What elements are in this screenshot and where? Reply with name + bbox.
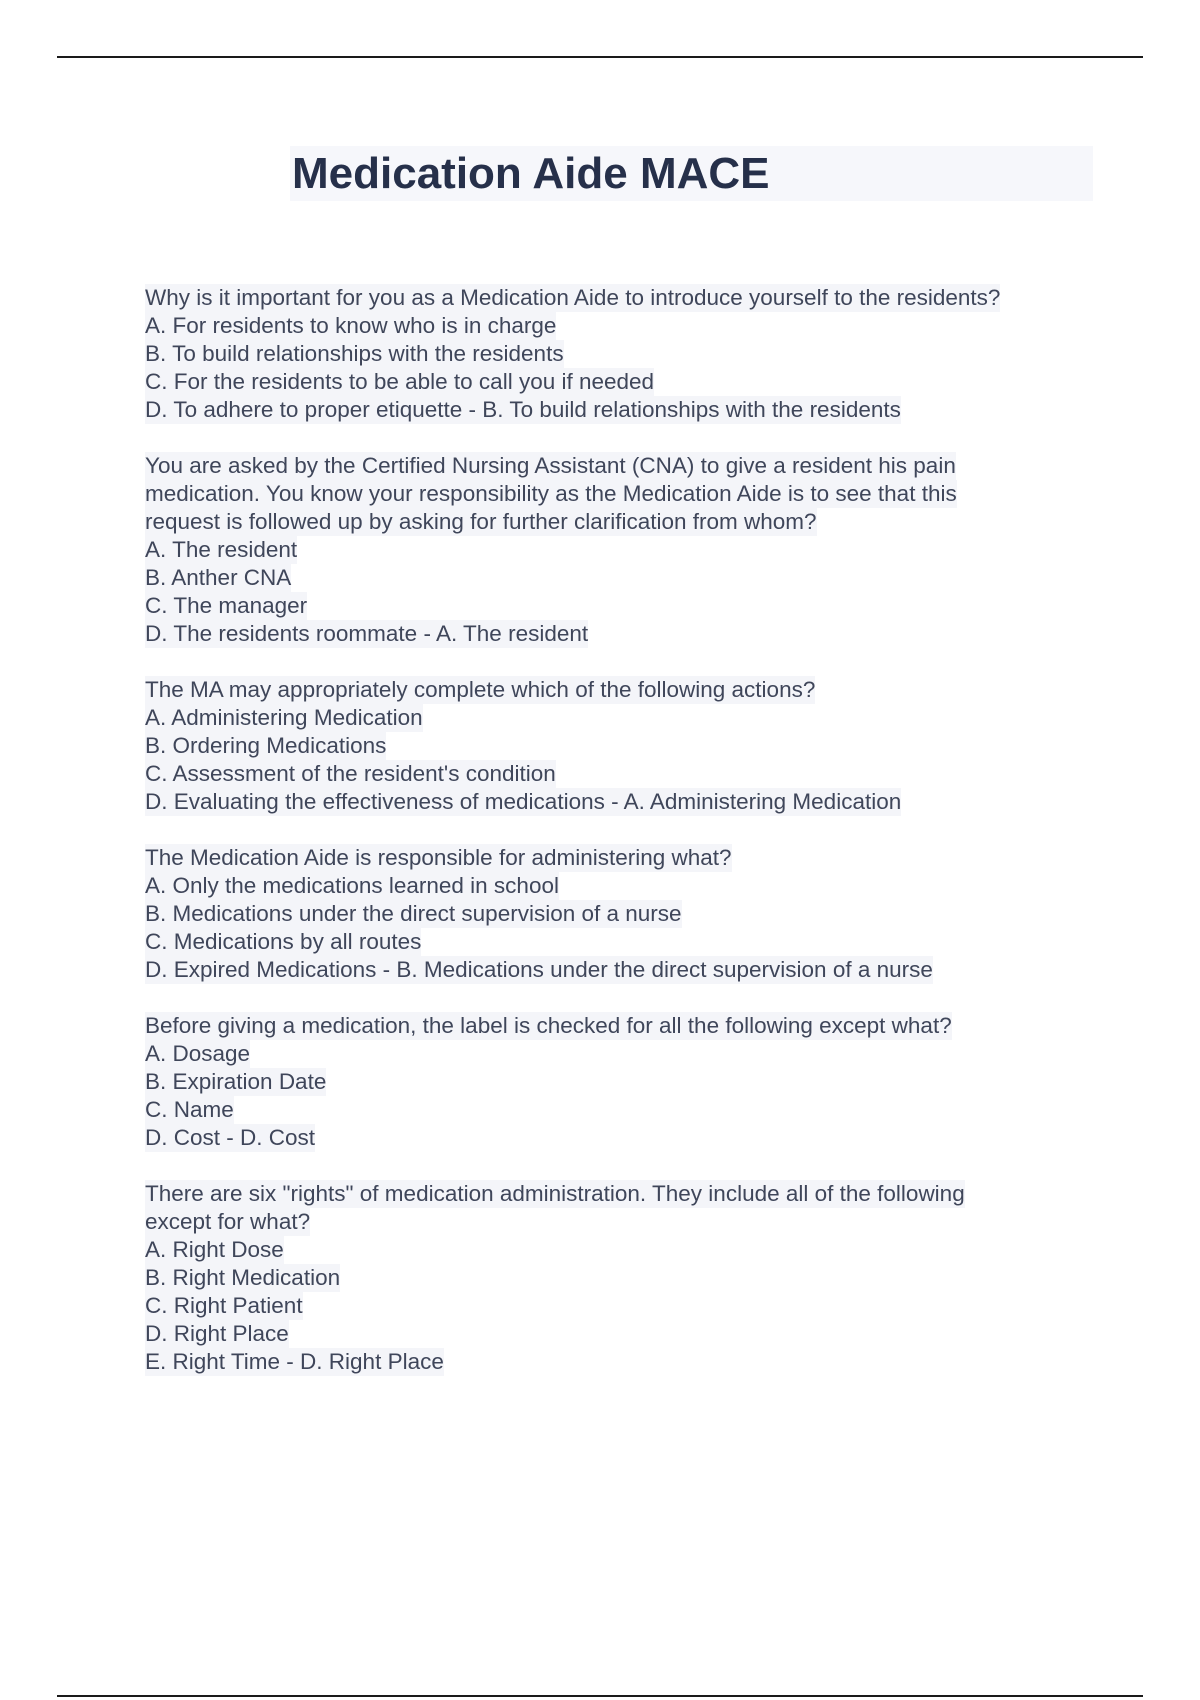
question-stem: There are six "rights" of medication administration. They include all of the following	[145, 1181, 965, 1206]
question-stem: The Medication Aide is responsible for administering what?	[145, 845, 732, 870]
answer-option: C. Assessment of the resident's condition	[145, 761, 556, 786]
answer-option: B. To build relationships with the residents	[145, 341, 564, 366]
answer-option: B. Anther CNA	[145, 565, 292, 590]
question-block	[145, 284, 1095, 424]
answer-option: A. For residents to know who is in charge	[145, 313, 557, 338]
answer-option: C. Name	[145, 1097, 234, 1122]
question-block	[145, 452, 1095, 648]
answer-option-with-answer: E. Right Time - D. Right Place	[145, 1349, 444, 1374]
answer-option: D. Right Place	[145, 1321, 289, 1346]
question-stem: Why is it important for you as a Medication Aide to introduce yourself to the residents?	[145, 285, 1001, 310]
question-stem: The MA may appropriately complete which of the following actions?	[145, 677, 816, 702]
answer-option-with-answer: D. Cost - D. Cost	[145, 1125, 316, 1150]
question-list	[145, 284, 1095, 1404]
answer-option: A. The resident	[145, 537, 298, 562]
answer-option: B. Expiration Date	[145, 1069, 327, 1094]
question-stem: medication. You know your responsibility as the Medication Aide is to see that this	[145, 481, 957, 506]
question-stem: request is followed up by asking for further clarification from whom?	[145, 509, 817, 534]
answer-option: A. Administering Medication	[145, 705, 423, 730]
answer-option: C. Medications by all routes	[145, 929, 422, 954]
answer-option: B. Right Medication	[145, 1265, 341, 1290]
top-rule	[57, 56, 1143, 58]
question-stem: You are asked by the Certified Nursing Assistant (CNA) to give a resident his pain	[145, 453, 956, 478]
question-block	[145, 1012, 1095, 1152]
answer-option-with-answer: D. Expired Medications - B. Medications under the direct supervision of a nurse	[145, 957, 933, 982]
answer-option-with-answer: D. To adhere to proper etiquette - B. To build relationships with the residents	[145, 397, 901, 422]
answer-option: C. The manager	[145, 593, 308, 618]
answer-option: C. For the residents to be able to call you if needed	[145, 369, 655, 394]
answer-option: A. Only the medications learned in school	[145, 873, 559, 898]
document-title: Medication Aide MACE	[292, 149, 770, 198]
answer-option: B. Medications under the direct supervision of a nurse	[145, 901, 682, 926]
answer-option-with-answer: D. Evaluating the effectiveness of medications - A. Administering Medication	[145, 789, 902, 814]
answer-option: C. Right Patient	[145, 1293, 303, 1318]
bottom-rule	[57, 1695, 1143, 1697]
question-block	[145, 1180, 1095, 1376]
question-stem: except for what?	[145, 1209, 311, 1234]
answer-option: A. Dosage	[145, 1041, 251, 1066]
question-stem: Before giving a medication, the label is checked for all the following except what?	[145, 1013, 952, 1038]
answer-option-with-answer: D. The residents roommate - A. The resident	[145, 621, 589, 646]
answer-option: A. Right Dose	[145, 1237, 284, 1262]
answer-option: B. Ordering Medications	[145, 733, 387, 758]
question-block	[145, 676, 1095, 816]
question-block	[145, 844, 1095, 984]
title-banner	[290, 146, 1093, 201]
